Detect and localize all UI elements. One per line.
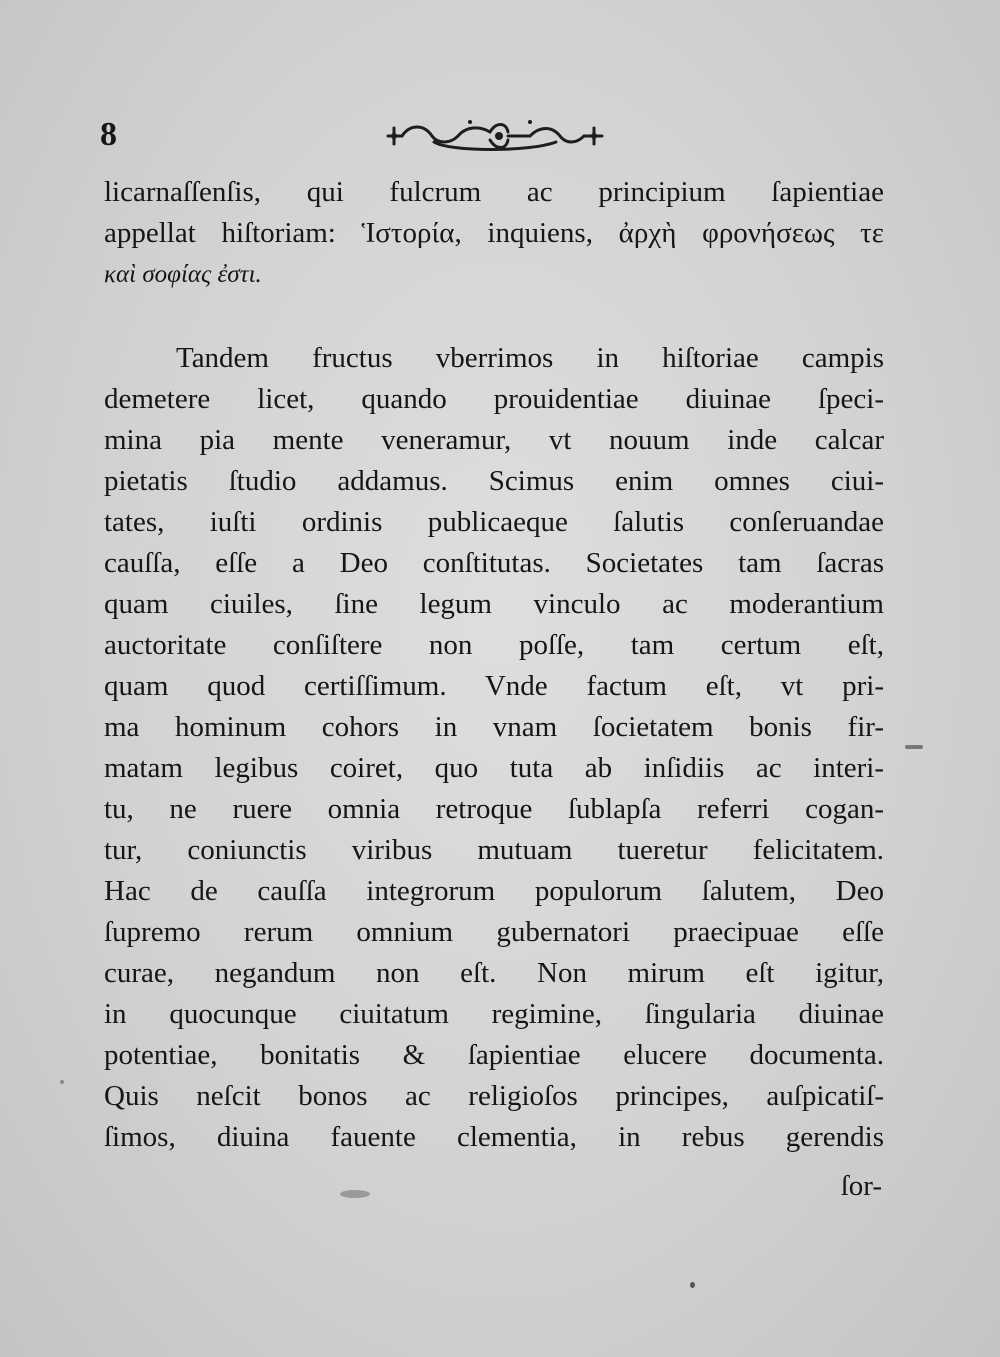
paper-speck: [340, 1190, 370, 1198]
paper-speck: [60, 1080, 64, 1084]
text-line: matam legibus coiret, quo tuta ab inſidiis ac interi-: [104, 752, 884, 784]
paragraph-gap: [104, 295, 884, 338]
text-line: in quocunque ciuitatum regimine, ſingularia diuinae: [104, 998, 884, 1030]
text-line: ſupremo rerum omnium gubernatori praecipuae eſſe: [104, 916, 884, 948]
text-line: quam ciuiles, ſine legum vinculo ac moderantium: [104, 588, 884, 620]
text-line: mina pia mente veneramur, vt nouum inde calcar: [104, 424, 884, 456]
text-line: potentiae, bonitatis & ſapientiae elucere documenta.: [104, 1039, 884, 1071]
text-line: ſimos, diuina fauente clementia, in rebus gerendis: [104, 1121, 884, 1153]
text-line: appellat hiſtoriam: Ἱστορία, inquiens, ἀρχὴ φρονήσεως τε: [104, 217, 884, 249]
text-line: Hac de cauſſa integrorum populorum ſalutem, Deo: [104, 875, 884, 907]
text-line: tates, iuſti ordinis publicaeque ſalutis conſeruandae: [104, 506, 884, 538]
body-text: [104, 172, 884, 1158]
text-line: καὶ σοφίας ἐστι.: [104, 261, 262, 288]
decorative-headpiece-icon: [380, 112, 610, 156]
text-line: licarnaſſenſis, qui fulcrum ac principium ſapientiae: [104, 176, 884, 208]
text-line: tur, coniunctis viribus mutuam tueretur felicitatem.: [104, 834, 884, 866]
text-line: quam quod certiſſimum. Vnde factum eſt, vt pri-: [104, 670, 884, 702]
text-line: tu, ne ruere omnia retroque ſublapſa referri cogan-: [104, 793, 884, 825]
page-number: 8: [100, 116, 117, 153]
catchword: ſor-: [840, 1170, 882, 1202]
text-line: ma hominum cohors in vnam ſocietatem bonis fir-: [104, 711, 884, 743]
text-line: demetere licet, quando prouidentiae diuinae ſpeci-: [104, 383, 884, 415]
paper-speck: [905, 745, 923, 749]
text-line: Tandem fructus vberrimos in hiſtoriae campis: [176, 342, 884, 374]
text-line: Quis neſcit bonos ac religioſos principes, auſpicatiſ-: [104, 1080, 884, 1112]
text-line: auctoritate conſiſtere non poſſe, tam certum eſt,: [104, 629, 884, 661]
text-line: cauſſa, eſſe a Deo conſtitutas. Societates tam ſacras: [104, 547, 884, 579]
text-line: curae, negandum non eſt. Non mirum eſt igitur,: [104, 957, 884, 989]
text-line: pietatis ſtudio addamus. Scimus enim omnes ciui-: [104, 465, 884, 497]
paper-speck: [690, 1282, 695, 1288]
